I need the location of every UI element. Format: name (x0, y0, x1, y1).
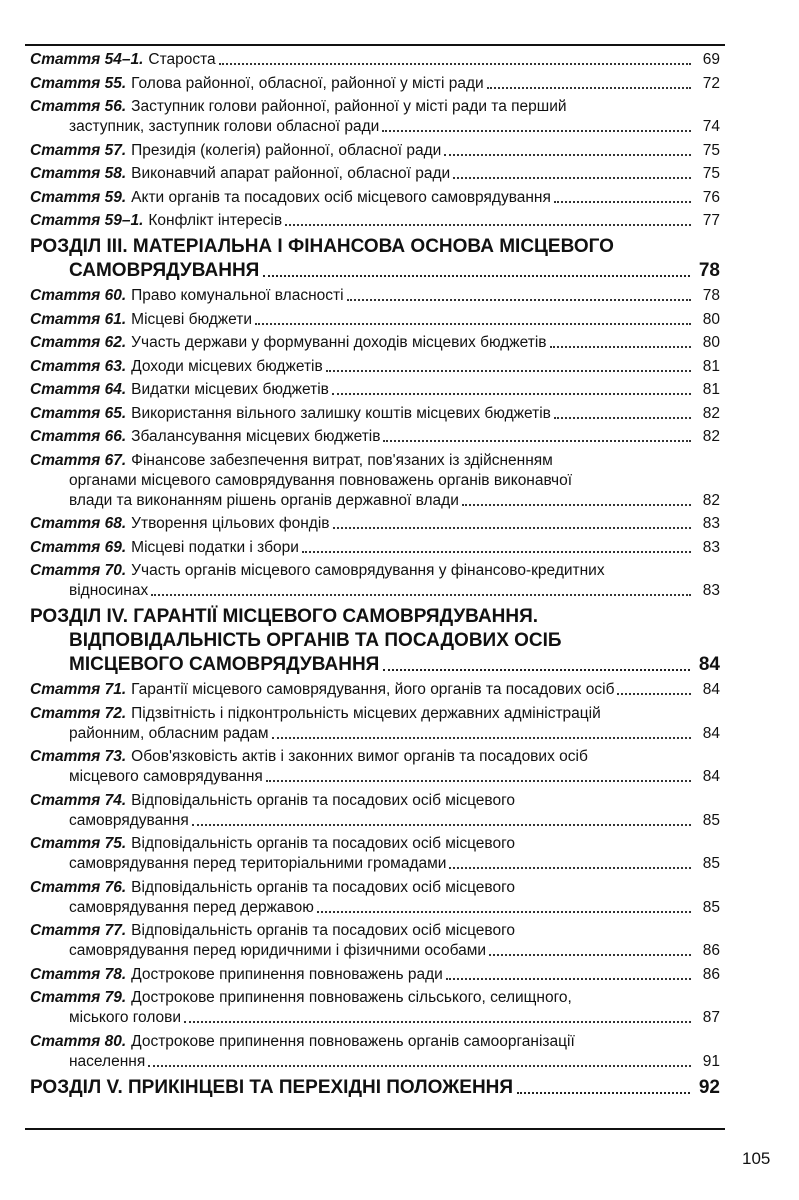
article-title: Відповідальність органів та посадових осіб місцевого (131, 878, 516, 896)
toc-entry (30, 514, 720, 534)
article-title: Участь органів місцевого самоврядування у фінансово-кредитних (131, 562, 605, 579)
article-title: влади та виконанням рішень органів державної влади (69, 491, 459, 509)
toc-entry-line (30, 380, 694, 400)
article-title: заступник, заступник голови обласної ради (69, 118, 380, 135)
article-title: самоврядування перед територіальними громадами (69, 855, 447, 872)
article-title: міського голови (69, 1009, 182, 1026)
dot-leader (192, 824, 691, 826)
dot-leader (462, 504, 691, 506)
toc-entry-body (30, 514, 694, 534)
toc-entry-line (30, 514, 694, 534)
article-label: Стаття 57. (30, 141, 127, 159)
toc-entry (30, 747, 720, 787)
page-ref: 85 (702, 898, 720, 916)
toc-entry-line (30, 141, 694, 161)
toc-entry (30, 357, 720, 377)
article-title: місцевого самоврядування (69, 768, 263, 785)
article-title: Виконавчий апарат районної, обласної ради (131, 165, 451, 182)
toc-entry-body (30, 97, 694, 137)
toc-entry-body (30, 538, 694, 558)
page-ref: 83 (702, 582, 720, 599)
article-title: населення (69, 1052, 146, 1070)
dot-leader (383, 440, 691, 442)
toc-entry-line (30, 538, 694, 558)
article-title: Конфлікт інтересів (148, 212, 283, 229)
page-ref: 80 (702, 310, 720, 328)
article-title: Збалансування місцевих бюджетів (131, 428, 381, 445)
page-ref: 83 (702, 538, 720, 556)
article-title: Дострокове припинення повноважень ради (131, 965, 443, 983)
toc-entry-body (30, 74, 694, 94)
toc-entry-line (30, 117, 694, 137)
article-title: органами місцевого самоврядування повноважень органів виконавчої (69, 471, 573, 489)
page-ref: 85 (702, 855, 720, 872)
article-label: Стаття 66. (30, 428, 127, 445)
article-label: Стаття 80. (30, 1032, 127, 1050)
article-title: Підзвітність і підконтрольність місцевих державних адміністрацій (131, 704, 601, 722)
article-label: Стаття 64. (30, 381, 127, 398)
dot-leader (151, 594, 691, 596)
toc-entry (30, 704, 720, 744)
page-ref: 85 (702, 811, 720, 829)
dot-leader (285, 224, 691, 226)
toc-entry (30, 834, 720, 874)
toc-entry-line (30, 333, 694, 353)
toc-entry (30, 74, 720, 94)
toc-entry-line (30, 451, 694, 471)
page-number: 105 (742, 1149, 771, 1168)
dot-leader (219, 63, 691, 65)
toc-entry-line (30, 471, 694, 491)
dot-leader (266, 780, 691, 782)
section-page-number: 78 (698, 260, 720, 281)
toc-entry (30, 561, 720, 601)
toc-entry-body (30, 310, 694, 330)
article-label: Стаття 59. (30, 188, 127, 206)
article-title: Президія (колегія) районної, обласної ради (131, 141, 442, 159)
article-label: Стаття 70. (30, 562, 127, 579)
toc-entry-body (30, 357, 694, 377)
article-label: Стаття 59–1. (30, 212, 144, 229)
toc-entry-line (30, 581, 694, 601)
toc-entry (30, 211, 720, 231)
article-title: Дострокове припинення повноважень органів самоорганізації (131, 1032, 575, 1050)
toc-entry-line (30, 747, 694, 767)
toc-entry-body (30, 680, 694, 700)
section-heading-line (30, 605, 720, 629)
article-label: Стаття 60. (30, 287, 127, 304)
article-title: самоврядування (69, 811, 189, 829)
article-label: Стаття 65. (30, 404, 127, 422)
toc-entry-line (30, 811, 694, 831)
page-ref: 77 (702, 212, 720, 229)
dot-leader (272, 737, 691, 739)
toc-entry (30, 164, 720, 184)
article-label: Стаття 63. (30, 357, 127, 375)
article-title: Доходи місцевих бюджетів (131, 357, 323, 375)
toc-entry-body (30, 211, 694, 231)
section-heading (30, 235, 720, 283)
article-title: Видатки місцевих бюджетів (131, 381, 329, 398)
toc-entry (30, 188, 720, 208)
toc-entry (30, 141, 720, 161)
page-ref: 87 (702, 1009, 720, 1026)
article-label: Стаття 56. (30, 98, 127, 115)
toc-entry-line (30, 1032, 694, 1052)
toc-entry (30, 988, 720, 1028)
article-title: самоврядування перед державою (69, 898, 314, 916)
article-title: Дострокове припинення повноважень сільського, селищного, (131, 989, 572, 1006)
section-heading-line (30, 259, 720, 283)
page-ref: 72 (702, 74, 720, 92)
toc-entry-body (30, 965, 694, 985)
toc-entry-line (30, 724, 694, 744)
toc-entry-line (30, 357, 694, 377)
article-label: Стаття 67. (30, 451, 127, 469)
toc-entry-body (30, 404, 694, 424)
article-title: Фінансове забезпечення витрат, пов'язаних із здійсненням (131, 451, 553, 469)
toc-entry-body (30, 427, 694, 447)
dot-leader (453, 177, 691, 179)
article-title: Голова районної, обласної, районної у місті ради (131, 74, 484, 92)
toc-entry-line (30, 921, 694, 941)
section-title-text: РОЗДІЛ IV. ГАРАНТІЇ МІСЦЕВОГО САМОВРЯДУВАННЯ. (30, 606, 539, 627)
toc-entry-body (30, 704, 694, 744)
toc-entry-line (30, 704, 694, 724)
toc-entry-body (30, 791, 694, 831)
toc-entry (30, 680, 720, 700)
section-heading (30, 605, 720, 677)
toc-entry-line (30, 310, 694, 330)
section-heading-line (30, 1076, 720, 1100)
section-page-number: 84 (698, 654, 720, 675)
page-ref: 82 (702, 491, 720, 509)
page-ref: 76 (702, 188, 720, 206)
article-title: Місцеві податки і збори (131, 538, 299, 556)
page-ref: 75 (702, 141, 720, 159)
section-title-text: МІСЦЕВОГО САМОВРЯДУВАННЯ (69, 654, 380, 675)
dot-leader (487, 87, 691, 89)
dot-leader (554, 417, 691, 419)
dot-leader (347, 299, 691, 301)
toc-entry-line (30, 404, 694, 424)
toc-entry-line (30, 50, 694, 70)
article-label: Стаття 69. (30, 538, 127, 556)
toc-entry (30, 965, 720, 985)
dot-leader (332, 393, 691, 395)
article-label: Стаття 62. (30, 334, 127, 351)
article-title: Акти органів та посадових осіб місцевого самоврядування (131, 188, 551, 206)
section-heading-line (30, 235, 720, 259)
toc-entry-body (30, 141, 694, 161)
article-label: Стаття 79. (30, 989, 127, 1006)
page-ref: 82 (702, 404, 720, 422)
toc-entry-line (30, 1052, 694, 1072)
dot-leader (255, 323, 691, 325)
dot-leader (148, 1065, 691, 1067)
dot-leader (382, 130, 691, 132)
page-ref: 69 (702, 51, 720, 68)
toc-entry-body (30, 451, 694, 511)
toc-entry-line (30, 878, 694, 898)
dot-leader (383, 669, 690, 671)
article-title: Відповідальність органів та посадових осіб місцевого (131, 791, 516, 809)
toc-entry-line (30, 491, 694, 511)
toc-entry (30, 380, 720, 400)
article-title: районним, обласним радам (69, 724, 269, 742)
table-of-contents (30, 50, 720, 1103)
article-title: Відповідальність органів та посадових осіб місцевого (131, 835, 516, 852)
article-title: Право комунальної власності (131, 287, 344, 304)
bottom-rule (25, 1128, 725, 1130)
article-label: Стаття 73. (30, 748, 127, 765)
article-title: Участь держави у формуванні доходів місцевих бюджетів (131, 334, 547, 351)
page-ref: 80 (702, 334, 720, 351)
page-ref: 84 (702, 681, 720, 698)
toc-entry-line (30, 854, 694, 874)
section-title-text: РОЗДІЛ V. ПРИКІНЦЕВІ ТА ПЕРЕХІДНІ ПОЛОЖЕННЯ (30, 1076, 514, 1098)
dot-leader (333, 527, 691, 529)
toc-entry-line (30, 898, 694, 918)
toc-entry-body (30, 747, 694, 787)
toc-entry-line (30, 74, 694, 94)
toc-entry-line (30, 286, 694, 306)
section-heading-line (30, 653, 720, 677)
page-ref: 81 (702, 381, 720, 398)
dot-leader (550, 346, 691, 348)
dot-leader (554, 201, 691, 203)
toc-entry-body (30, 921, 694, 961)
toc-entry-line (30, 941, 694, 961)
toc-entry-body (30, 878, 694, 918)
toc-entry (30, 1032, 720, 1072)
article-label: Стаття 68. (30, 515, 127, 532)
toc-entry-body (30, 988, 694, 1028)
page-ref: 86 (702, 942, 720, 959)
toc-entry (30, 427, 720, 447)
toc-entry-line (30, 680, 694, 700)
toc-entry-line (30, 767, 694, 787)
page-ref: 83 (702, 515, 720, 532)
dot-leader (302, 551, 691, 553)
dot-leader (489, 954, 691, 956)
toc-entry-body (30, 286, 694, 306)
page-ref: 74 (702, 118, 720, 135)
dot-leader (326, 370, 691, 372)
article-title: Використання вільного залишку коштів місцевих бюджетів (131, 404, 551, 422)
article-label: Стаття 75. (30, 835, 127, 852)
page-ref: 84 (702, 724, 720, 742)
page-ref: 81 (702, 357, 720, 375)
toc-entry-line (30, 834, 694, 854)
dot-leader (263, 275, 690, 277)
article-title: Обов'язковість актів і законних вимог органів та посадових осіб (131, 748, 588, 765)
toc-entry (30, 451, 720, 511)
article-label: Стаття 77. (30, 922, 127, 939)
page-ref: 82 (702, 428, 720, 445)
toc-entry-line (30, 965, 694, 985)
article-label: Стаття 58. (30, 165, 127, 182)
dot-leader (184, 1021, 691, 1023)
section-title-text: ВІДПОВІДАЛЬНІСТЬ ОРГАНІВ ТА ПОСАДОВИХ ОСІБ (69, 630, 562, 651)
toc-entry-body (30, 1032, 694, 1072)
toc-entry-body (30, 380, 694, 400)
page-ref: 91 (702, 1052, 720, 1070)
dot-leader (617, 693, 691, 695)
article-label: Стаття 76. (30, 878, 127, 896)
toc-entry (30, 404, 720, 424)
toc-entry-line (30, 211, 694, 231)
page-ref: 86 (702, 965, 720, 983)
toc-entry-body (30, 188, 694, 208)
toc-entry-line (30, 561, 694, 581)
article-label: Стаття 78. (30, 965, 127, 983)
article-title: Утворення цільових фондів (131, 515, 330, 532)
page-ref: 75 (702, 165, 720, 182)
toc-entry-line (30, 164, 694, 184)
toc-entry-body (30, 834, 694, 874)
article-title: самоврядування перед юридичними і фізичними особами (69, 942, 487, 959)
toc-entry (30, 97, 720, 137)
dot-leader (446, 978, 691, 980)
toc-entry-body (30, 333, 694, 353)
toc-entry (30, 50, 720, 70)
article-label: Стаття 72. (30, 704, 127, 722)
toc-entry-line (30, 791, 694, 811)
section-title-text: РОЗДІЛ ІІІ. МАТЕРІАЛЬНА І ФІНАНСОВА ОСНОВА МІСЦЕВОГО (30, 236, 614, 257)
section-heading (30, 1076, 720, 1100)
article-title: Місцеві бюджети (131, 310, 253, 328)
article-label: Стаття 55. (30, 74, 127, 92)
page-ref: 78 (702, 287, 720, 304)
toc-entry-line (30, 427, 694, 447)
article-title: Відповідальність органів та посадових осіб місцевого (131, 922, 516, 939)
article-title: Староста (148, 51, 216, 68)
article-title: Заступник голови районної, районної у місті ради та перший (131, 98, 567, 115)
toc-entry (30, 310, 720, 330)
dot-leader (449, 867, 691, 869)
toc-entry-body (30, 50, 694, 70)
toc-entry-line (30, 1008, 694, 1028)
toc-entry-line (30, 97, 694, 117)
article-label: Стаття 54–1. (30, 51, 144, 68)
article-label: Стаття 71. (30, 681, 127, 698)
toc-entry-line (30, 188, 694, 208)
section-title-text: САМОВРЯДУВАННЯ (69, 260, 260, 281)
dot-leader (517, 1092, 690, 1094)
top-rule (25, 44, 725, 46)
toc-entry (30, 878, 720, 918)
article-label: Стаття 74. (30, 791, 127, 809)
article-title: Гарантії місцевого самоврядування, його органів та посадових осіб (131, 681, 615, 698)
toc-entry-line (30, 988, 694, 1008)
article-title: відносинах (69, 582, 149, 599)
toc-entry (30, 286, 720, 306)
article-label: Стаття 61. (30, 310, 127, 328)
toc-entry-body (30, 561, 694, 601)
toc-entry-body (30, 164, 694, 184)
toc-entry (30, 921, 720, 961)
section-page-number: 92 (698, 1076, 720, 1098)
toc-entry (30, 791, 720, 831)
toc-entry (30, 538, 720, 558)
page-ref: 84 (702, 768, 720, 785)
dot-leader (317, 911, 691, 913)
dot-leader (444, 154, 691, 156)
section-heading-line (30, 629, 720, 653)
toc-entry (30, 333, 720, 353)
